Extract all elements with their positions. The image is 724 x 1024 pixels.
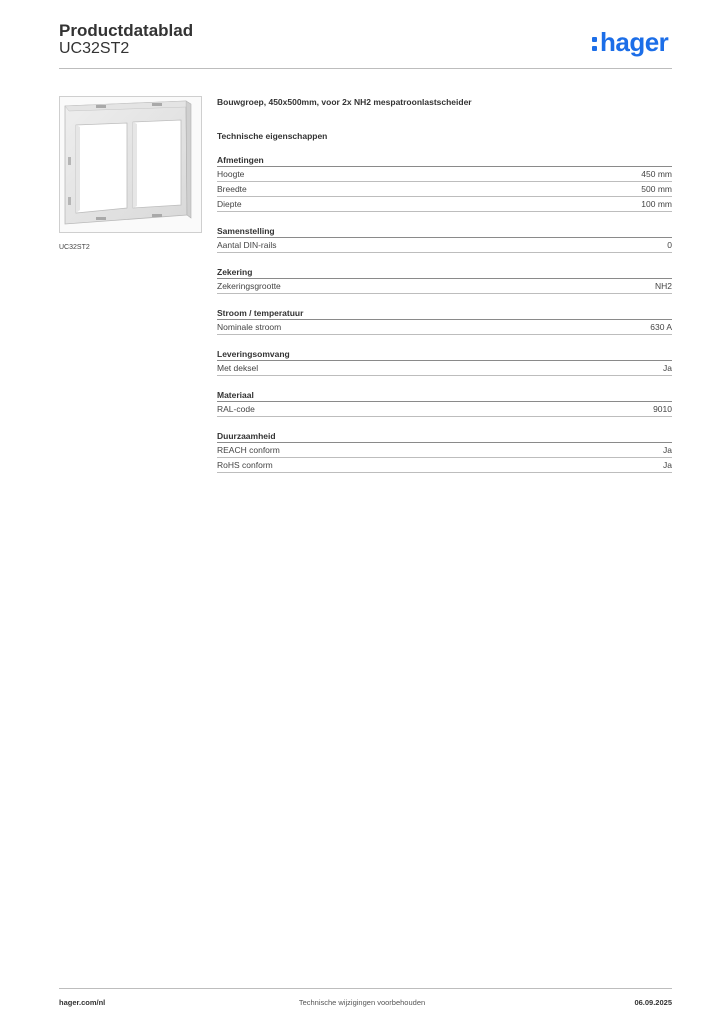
spec-section-leveringsomvang	[217, 345, 672, 376]
logo-text: hager	[600, 27, 669, 57]
spec-row	[217, 402, 672, 417]
spec-value: 9010	[653, 404, 672, 414]
technical-properties-heading: Technische eigenschappen	[217, 131, 328, 141]
spec-row	[217, 197, 672, 212]
footer-date: 06.09.2025	[634, 998, 672, 1007]
spec-label: Met deksel	[217, 363, 259, 373]
spec-value: 0	[667, 240, 672, 250]
spec-value: 100 mm	[641, 199, 672, 209]
section-title: Stroom / temperatuur	[217, 304, 672, 320]
spec-section-duurzaamheid	[217, 427, 672, 473]
product-description: Bouwgroep, 450x500mm, voor 2x NH2 mespatroonlastscheider	[217, 97, 472, 107]
spec-value: Ja	[663, 445, 672, 455]
product-specs	[217, 96, 672, 483]
spec-row	[217, 443, 672, 458]
spec-label: RAL-code	[217, 404, 255, 414]
spec-label: RoHS conform	[217, 460, 273, 470]
image-caption: UC32ST2	[59, 244, 90, 251]
spec-row	[217, 238, 672, 253]
spec-row	[217, 320, 672, 335]
section-title: Samenstelling	[217, 222, 672, 238]
footer-divider	[59, 988, 672, 989]
spec-value: 630 A	[650, 322, 672, 332]
spec-section-zekering	[217, 263, 672, 294]
document-title: Productdatablad	[59, 21, 194, 40]
hager-logo	[592, 27, 668, 57]
logo-dots-icon	[592, 33, 598, 53]
spec-value: 450 mm	[641, 169, 672, 179]
spec-row	[217, 279, 672, 294]
spec-label: Hoogte	[217, 169, 245, 179]
spec-section-materiaal	[217, 386, 672, 417]
spec-label: Nominale stroom	[217, 322, 282, 332]
spec-section-samenstelling	[217, 222, 672, 253]
footer-notice: Technische wijzigingen voorbehouden	[298, 998, 426, 1007]
spec-value: Ja	[663, 460, 672, 470]
section-title: Leveringsomvang	[217, 345, 672, 361]
section-title: Afmetingen	[217, 151, 672, 167]
spec-label: Breedte	[217, 184, 247, 194]
product-image	[59, 96, 202, 233]
section-title: Duurzaamheid	[217, 427, 672, 443]
enclosure-frame-icon	[60, 97, 201, 232]
spec-value: 500 mm	[641, 184, 672, 194]
section-title: Materiaal	[217, 386, 672, 402]
spec-label: Zekeringsgrootte	[217, 281, 281, 291]
spec-value: Ja	[663, 363, 672, 373]
spec-label: Aantal DIN-rails	[217, 240, 277, 250]
spec-value: NH2	[654, 281, 672, 291]
section-title: Zekering	[217, 263, 672, 279]
spec-row	[217, 458, 672, 473]
spec-section-afmetingen	[217, 151, 672, 212]
header-divider	[59, 68, 672, 69]
product-code: UC32ST2	[59, 40, 130, 57]
spec-row	[217, 182, 672, 197]
footer-website-link[interactable]: hager.com/nl	[59, 998, 106, 1007]
spec-label: REACH conform	[217, 445, 280, 455]
spec-row	[217, 361, 672, 376]
spec-section-stroom	[217, 304, 672, 335]
spec-row	[217, 167, 672, 182]
spec-label: Diepte	[217, 199, 242, 209]
